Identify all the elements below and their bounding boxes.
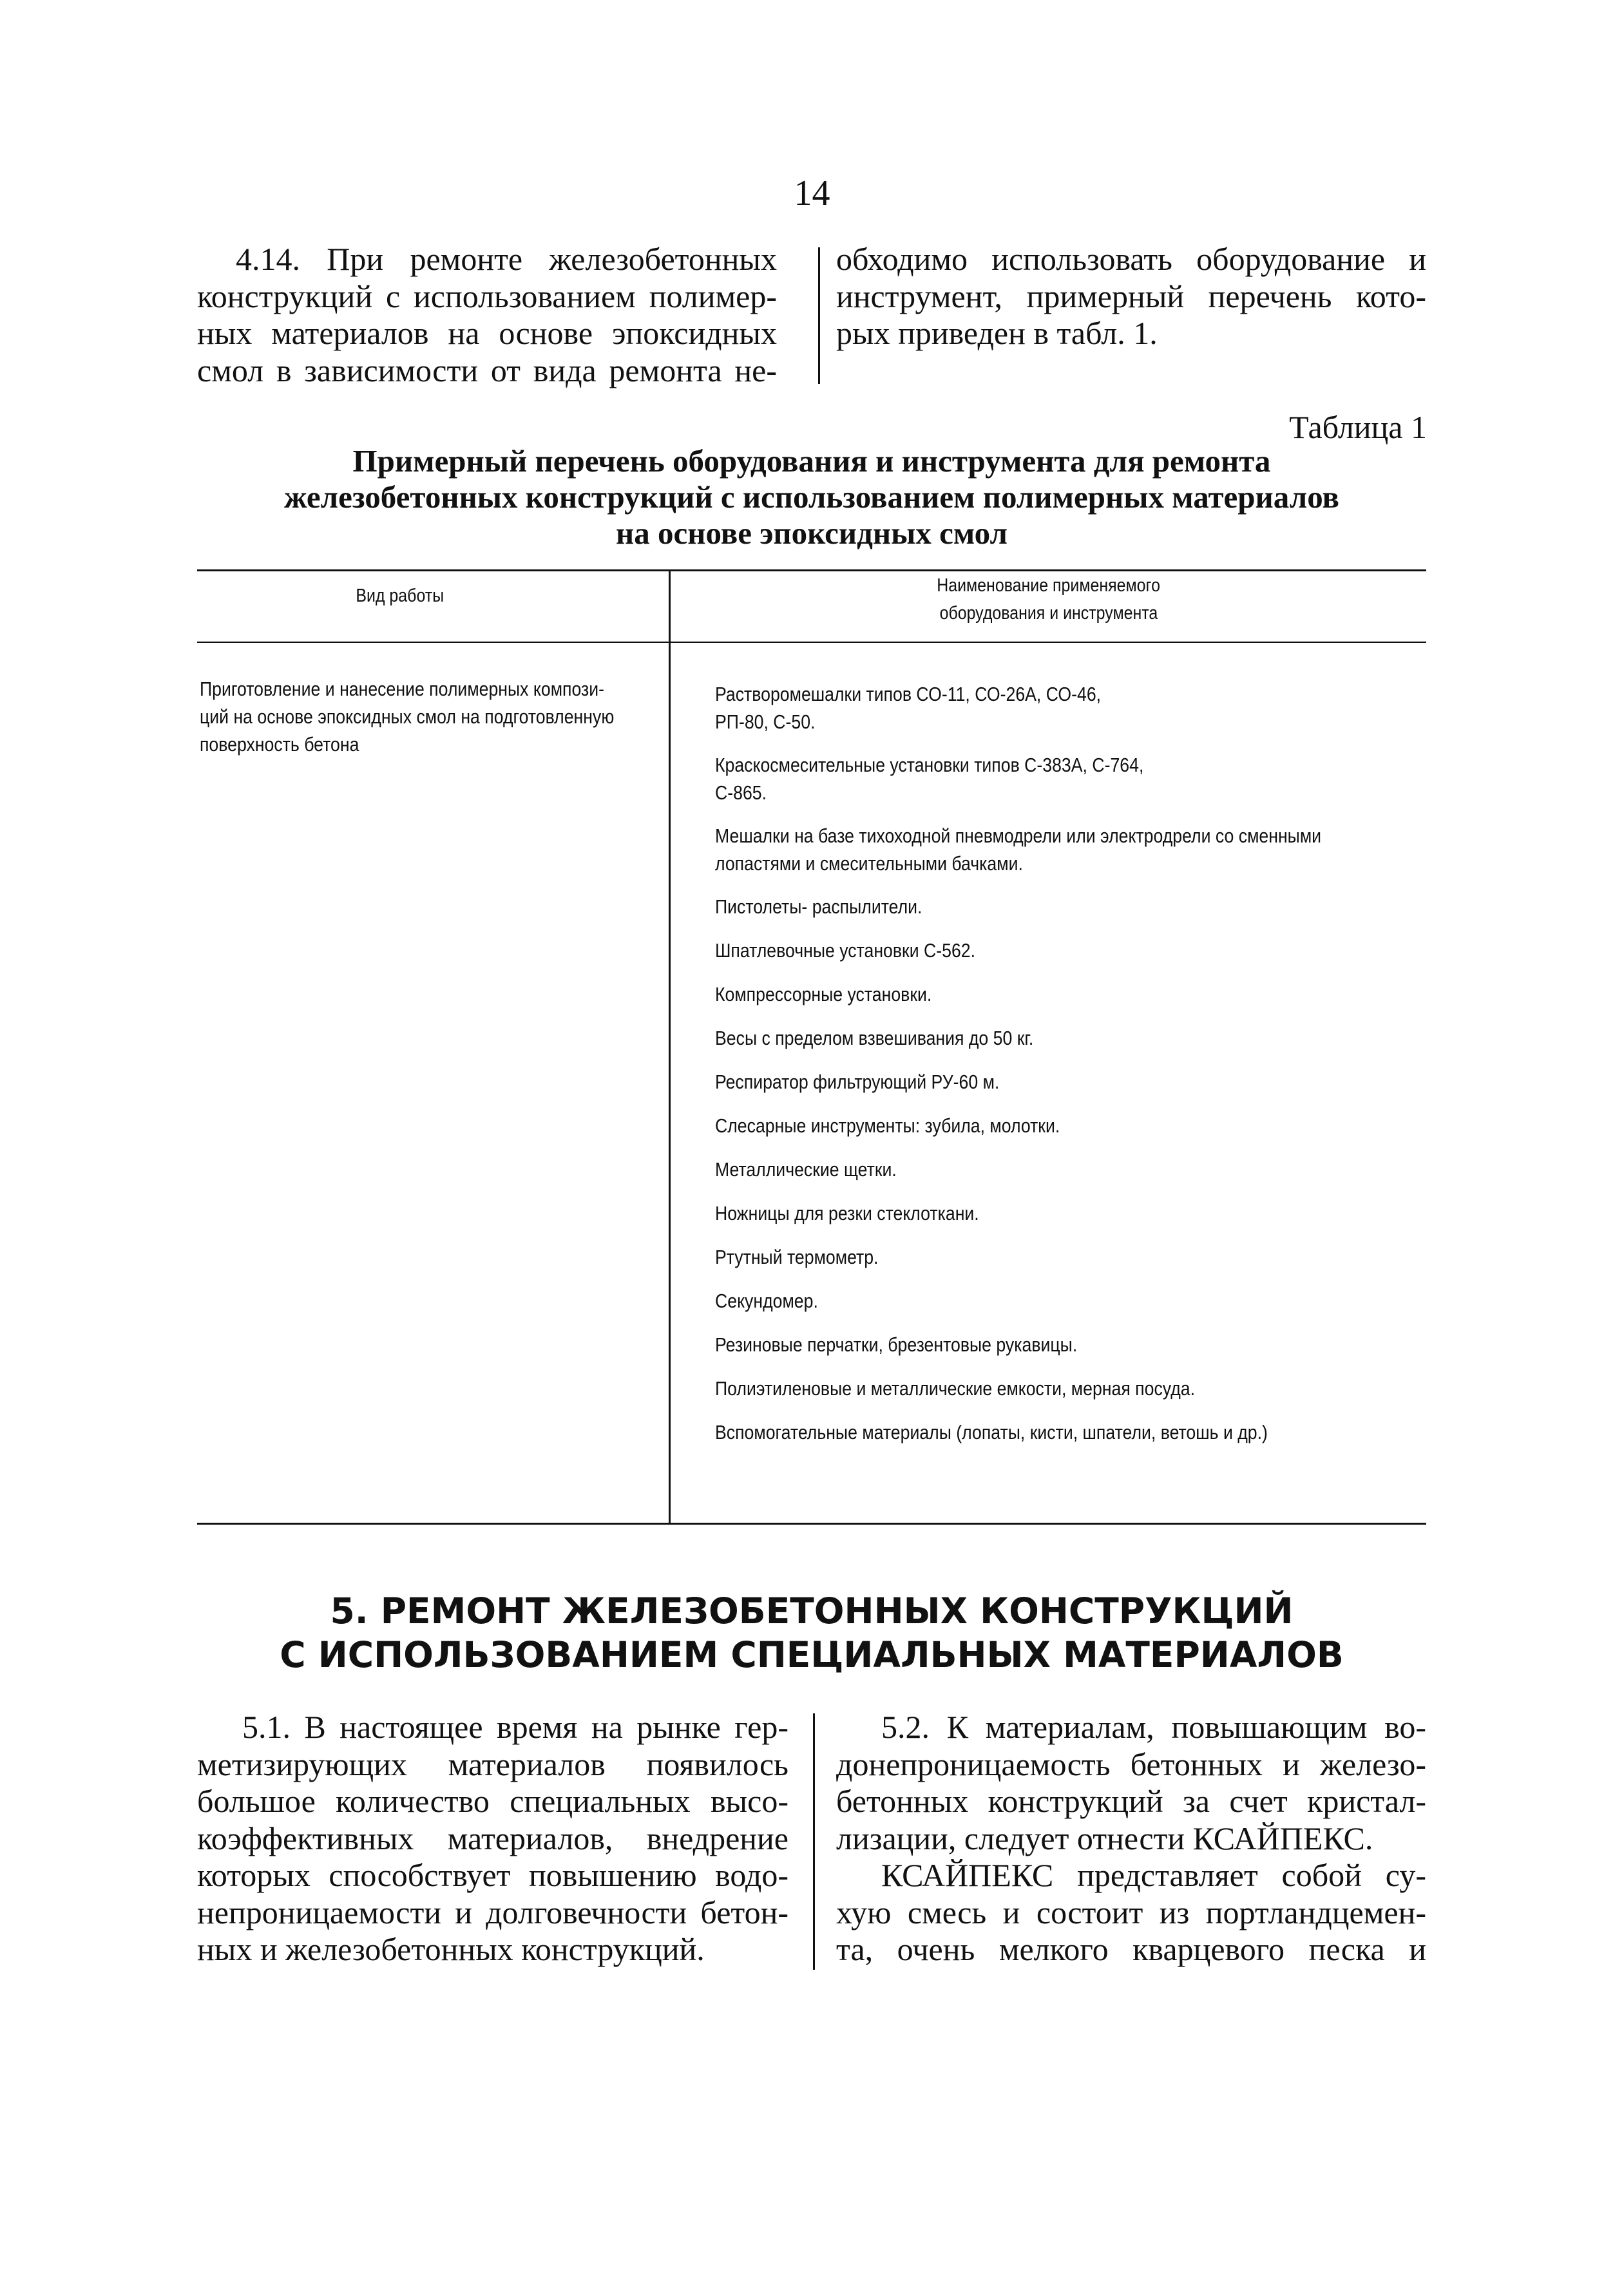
text-line: большое количество специальных высо-: [197, 1783, 788, 1819]
paragraph-4-14-left: [197, 241, 777, 389]
table-title-line: на основе эпоксидных смол: [616, 515, 1008, 551]
list-item-line: Мешалки на базе тихоходной пневмодрели или электродрели со сменными: [715, 824, 1322, 847]
list-item: Компрессорные установки.: [715, 983, 932, 1005]
paragraph-5-1: [197, 1709, 788, 1968]
list-item-line: Краскосмесительные установки типов С-383А, С-764,: [715, 754, 1144, 776]
text-line: 5.1. В настоящее время на рынке гер-: [242, 1709, 788, 1745]
text-line: ных материалов на основе эпоксидных: [197, 315, 777, 351]
table-title-line: железобетонных конструкций с использованием полимерных материалов: [284, 479, 1339, 515]
page-number: 14: [794, 173, 830, 213]
text-line: ных и железобетонных конструкций.: [197, 1931, 705, 1967]
list-item: Резиновые перчатки, брезентовые рукавицы.: [715, 1333, 1078, 1356]
column-divider: [813, 1713, 815, 1970]
text-line: смол в зависимости от вида ремонта не-: [197, 352, 777, 388]
equipment-list: [715, 680, 1435, 1462]
list-item: Вспомогательные материалы (лопаты, кисти, шпатели, ветошь и др.): [715, 1421, 1268, 1443]
list-item: Ножницы для резки стеклоткани.: [715, 1202, 979, 1224]
table-header-line: Наименование применяемого: [937, 575, 1160, 596]
cell-line: поверхность бетона: [200, 733, 359, 756]
section-title-line: С ИСПОЛЬЗОВАНИЕМ СПЕЦИАЛЬНЫХ МАТЕРИАЛОВ: [280, 1634, 1344, 1675]
text-line: коэффективных материалов, внедрение: [197, 1820, 788, 1856]
table-title-line: Примерный перечень оборудования и инструмента для ремонта: [352, 443, 1271, 479]
section-title-line: 5. РЕМОНТ ЖЕЛЕЗОБЕТОННЫХ КОНСТРУКЦИЙ: [330, 1590, 1294, 1632]
column-divider: [818, 247, 820, 384]
table-bottom-rule: [197, 1523, 1426, 1525]
text-line: КСАЙПЕКС представляет собой су-: [881, 1857, 1426, 1893]
text-line: рых приведен в табл. 1.: [836, 315, 1158, 351]
list-item: Полиэтиленовые и металлические емкости, мерная посуда.: [715, 1377, 1196, 1400]
table-header-line: оборудования и инструмента: [939, 603, 1158, 624]
list-item-line: Растворомешалки типов СО-11, СО-26А, СО-46,: [715, 683, 1102, 705]
list-item: [715, 822, 1435, 877]
list-item: [715, 751, 1435, 806]
table-header-work-type: Вид работы: [356, 586, 444, 606]
text-line: 5.2. К материалам, повышающим во-: [881, 1709, 1426, 1745]
text-line: инструмент, примерный перечень кото-: [836, 278, 1426, 314]
table-title: [197, 443, 1426, 551]
text-line: 4.14. При ремонте железобетонных: [236, 241, 777, 277]
list-item: Ртутный термометр.: [715, 1246, 879, 1268]
table-top-rule: [197, 569, 1426, 571]
table-header-rule: [197, 642, 1426, 643]
section-title: [197, 1589, 1426, 1677]
list-item: Респиратор фильтрующий РУ-60 м.: [715, 1071, 1000, 1093]
table-cell-work-type: [200, 675, 671, 758]
cell-line: ций на основе эпоксидных смол на подготовленную: [200, 705, 615, 728]
paragraph-4-14-right: [836, 241, 1426, 352]
text-line: конструкций с использованием полимер-: [197, 278, 777, 314]
text-line: хую смесь и состоит из портландцемен-: [836, 1894, 1426, 1930]
text-line: лизации, следует отнести КСАЙПЕКС.: [836, 1820, 1373, 1856]
list-item: Весы с пределом взвешивания до 50 кг.: [715, 1027, 1034, 1049]
text-line: бетонных конструкций за счет кристал-: [836, 1783, 1426, 1819]
text-line: обходимо использовать оборудование и: [836, 241, 1426, 277]
text-line: донепроницаемость бетонных и железо-: [836, 1746, 1426, 1782]
text-line: которых способствует повышению водо-: [197, 1857, 788, 1893]
text-line: метизирующих материалов появилось: [197, 1746, 788, 1782]
text-line: непроницаемости и долговечности бетон-: [197, 1894, 788, 1930]
list-item: Пистолеты- распылители.: [715, 895, 922, 918]
paragraph-5-2: [836, 1709, 1426, 1968]
list-item-line: РП-80, С-50.: [715, 710, 816, 733]
table-header-equipment: [671, 572, 1426, 627]
list-item: [715, 680, 1435, 736]
cell-line: Приготовление и нанесение полимерных компози-: [200, 678, 605, 700]
list-item: Шпатлевочные установки С-562.: [715, 939, 976, 962]
table-label: Таблица 1: [1289, 409, 1427, 445]
list-item: Слесарные инструменты: зубила, молотки.: [715, 1114, 1060, 1137]
list-item-line: лопастями и смесительными бачками.: [715, 852, 1023, 875]
list-item-line: С-865.: [715, 781, 767, 804]
text-line: та, очень мелкого кварцевого песка и: [836, 1931, 1426, 1967]
list-item: Металлические щетки.: [715, 1158, 897, 1181]
list-item: Секундомер.: [715, 1290, 818, 1312]
